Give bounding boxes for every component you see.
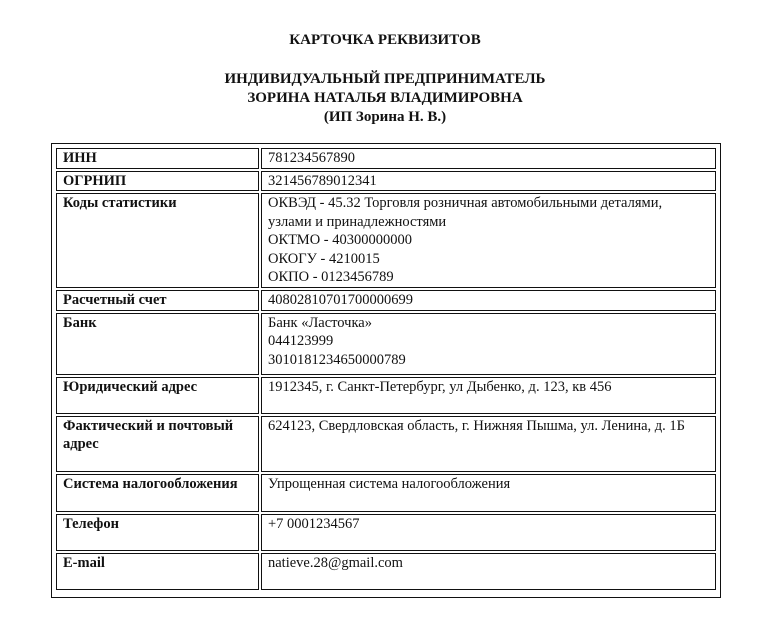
row-label-phone: Телефон: [56, 514, 259, 551]
row-value-tax-system: Упрощенная система налогообложения: [261, 474, 716, 512]
row-value-ogrnip: 321456789012341: [261, 171, 716, 192]
row-label-account: Расчетный счет: [56, 290, 259, 311]
row-label-inn: ИНН: [56, 148, 259, 169]
row-label-tax-system: Система налогообложения: [56, 474, 259, 512]
table-row: [56, 193, 716, 288]
entity-short-name: (ИП Зорина Н. В.): [323, 109, 447, 125]
table-row: [56, 474, 716, 512]
table-row: [56, 514, 716, 551]
row-value-stat-codes: ОКВЭД - 45.32 Торговля розничная автомобильными деталями, узлами и принадлежностями ОКТМО - 40300000000 ОКОГУ - 4210015 ОКПО - 0123456789: [261, 193, 716, 288]
document-title: КАРТОЧКА РЕКВИЗИТОВ: [289, 32, 481, 48]
row-label-email: E-mail: [56, 553, 259, 590]
table-row: [56, 148, 716, 169]
table-row: [56, 416, 716, 472]
table-row: [56, 290, 716, 311]
row-value-legal-address: 1912345, г. Санкт-Петербург, ул Дыбенко, д. 123, кв 456: [261, 377, 716, 414]
row-value-inn: 781234567890: [261, 148, 716, 169]
row-value-email[interactable]: natieve.28@gmail.com: [261, 553, 716, 590]
table-row: [56, 553, 716, 590]
requisites-table: [51, 143, 721, 598]
row-label-legal-address: Юридический адрес: [56, 377, 259, 414]
entity-type: ИНДИВИДУАЛЬНЫЙ ПРЕДПРИНИМАТЕЛЬ: [224, 71, 546, 87]
table-row: [56, 313, 716, 375]
row-value-account: 40802810701700000699: [261, 290, 716, 311]
row-value-postal-address: 624123, Свердловская область, г. Нижняя Пышма, ул. Ленина, д. 1Б: [261, 416, 716, 472]
row-label-postal-address: Фактический и почтовый адрес: [56, 416, 259, 472]
row-label-bank: Банк: [56, 313, 259, 375]
table-row: [56, 377, 716, 414]
row-value-bank: Банк «Ласточка» 044123999 30101812346500007​89: [261, 313, 716, 375]
row-label-ogrnip: ОГРНИП: [56, 171, 259, 192]
row-label-stat-codes: Коды статистики: [56, 193, 259, 288]
entity-name: ЗОРИНА НАТАЛЬЯ ВЛАДИМИРОВНА: [247, 90, 523, 106]
row-value-phone: +7 0001234567: [261, 514, 716, 551]
table-row: [56, 171, 716, 192]
